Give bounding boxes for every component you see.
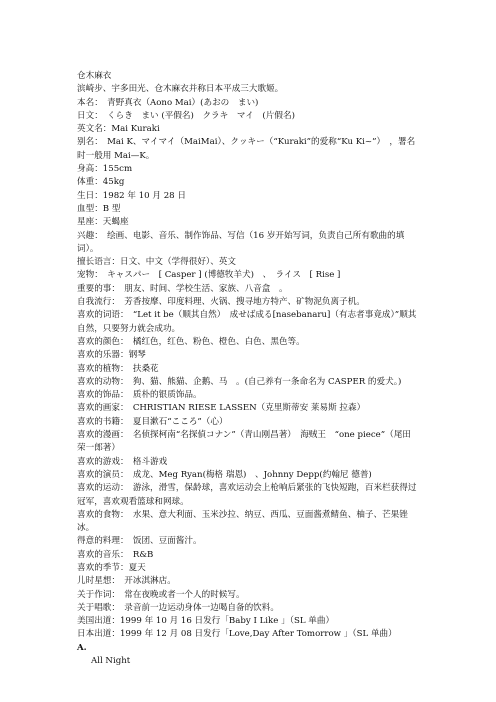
text-line: 自我流行： 芳香按摩、印度料理、火锅、搜寻地方特产、矿物泥负离子机。: [77, 297, 365, 308]
text-line: 喜欢的漫画： 名侦探柯南“名探偵コナン”（青山刚昌著） 海贼王 “one piece”（尾田荣一郎著）: [77, 430, 411, 454]
text-line: 得意的料理： 饭团、豆面酱汁。: [77, 536, 202, 547]
text-line: 日本出道：1999 年 12 月 08 日发行「Love,Day After Tomorrow 」（SL 单曲）: [77, 629, 397, 640]
text-line: 生日：1982 年 10 月 28 日: [77, 190, 186, 201]
text-line: 仓木麻衣: [77, 71, 112, 81]
text-line: 喜欢的乐器：钢琴: [77, 350, 146, 361]
text-line: 喜欢的书籍： 夏目漱石“こころ”（心）: [77, 416, 228, 427]
text-line: 喜欢的植物： 扶桑花: [77, 363, 159, 374]
text-line: 喜欢的动物： 狗、猫、熊猫、企鹅、马 。(自己养有一条命名为 CASPER 的爱犬。): [77, 376, 402, 387]
text-line: 兴趣： 绘画、电影、音乐、制作饰品、写信（16 岁开始写词，负责自己所有歌曲的填词）。: [77, 230, 405, 254]
text-line: 美国出道：1999 年 10 月 16 日发行「Baby I Like 」（SL 单曲）: [77, 616, 335, 627]
text-line: 关于唱歌： 录音前一边运动身体一边喝自备的饮料。: [77, 602, 279, 613]
text-line: 滨崎步、宇多田光、仓木麻衣并称日本平成三大歌姬。: [77, 84, 284, 95]
text-line: 喜欢的画家： CHRISTIAN RIESE LASSEN（克里斯蒂安 莱易斯 拉森）: [77, 403, 366, 414]
text-line: 喜欢的游戏： 格斗游戏: [77, 456, 168, 467]
text-line: 喜欢的颜色： 橘红色，红色、粉色、橙色、白色、黑色等。: [77, 336, 305, 347]
text-line: 本名： 青野真衣（Aono Mai）(あおの まい): [77, 97, 259, 108]
text-line: All Night: [91, 656, 131, 667]
text-line: 血型：B 型: [77, 203, 121, 214]
text-line: 喜欢的季节：夏天: [77, 562, 146, 573]
text-line: 喜欢的食物： 水果、意大利面、玉米沙拉、纳豆、西瓜、豆面酱煮鲭鱼、柚子、芒果锉冰。: [77, 509, 408, 534]
text-line: 日文： くらき まい (平假名) クラキ マイ (片假名): [77, 110, 295, 121]
text-line: 儿时星想： 开冰淇淋店。: [77, 576, 176, 587]
text-line: 星座：天蝎座: [77, 217, 129, 228]
text-line: 宠物： キャスパー [ Casper ] (博德牧羊犬) 、 ライス [ Rise ]: [77, 270, 341, 281]
text-line: 擅长语言：日文、中文（学得很好）、英文: [77, 257, 236, 268]
text-line: 喜欢的音乐： R&B: [77, 549, 154, 560]
text-line: 重要的事： 朋友、时间、学校生活、家族、八音盒 。: [77, 283, 288, 294]
text-line: 喜欢的词语： “Let it be（顺其自然） 成せば成る[nasebanaru]（有志者事竟成）”顺其自然，只要努力就会成功。: [77, 310, 417, 334]
text-line: 英文名：Mai Kuraki: [77, 124, 160, 135]
text-line: 关于作词： 常在夜晚或者一个人的时候写。: [77, 589, 245, 600]
text-line: 喜欢的演员： 成龙、Meg Ryan(梅格 瑞恩) 、Johnny Depp(约翰尼 德普): [77, 469, 372, 480]
text-line: 喜欢的饰品： 质朴的银质饰品。: [77, 390, 202, 401]
text-line: 体重：45kg: [77, 177, 125, 188]
text-line: 喜欢的运动： 游泳，滑雪，保龄球，喜欢运动会上枪响后紧张的飞快短跑，百米栏获得过冠军，喜欢观看篮球和网球。: [77, 483, 417, 507]
text-line: 别名： Mai K、マイマイ（MaiMai）、クッキー（“Kuraki”的爱称“Ku Ki~”） ，署名时一般用 Mai—K。: [77, 137, 416, 161]
text-line: 身高：155cm: [77, 164, 133, 175]
document-page: [77, 70, 417, 668]
text-line: A.: [77, 642, 87, 653]
